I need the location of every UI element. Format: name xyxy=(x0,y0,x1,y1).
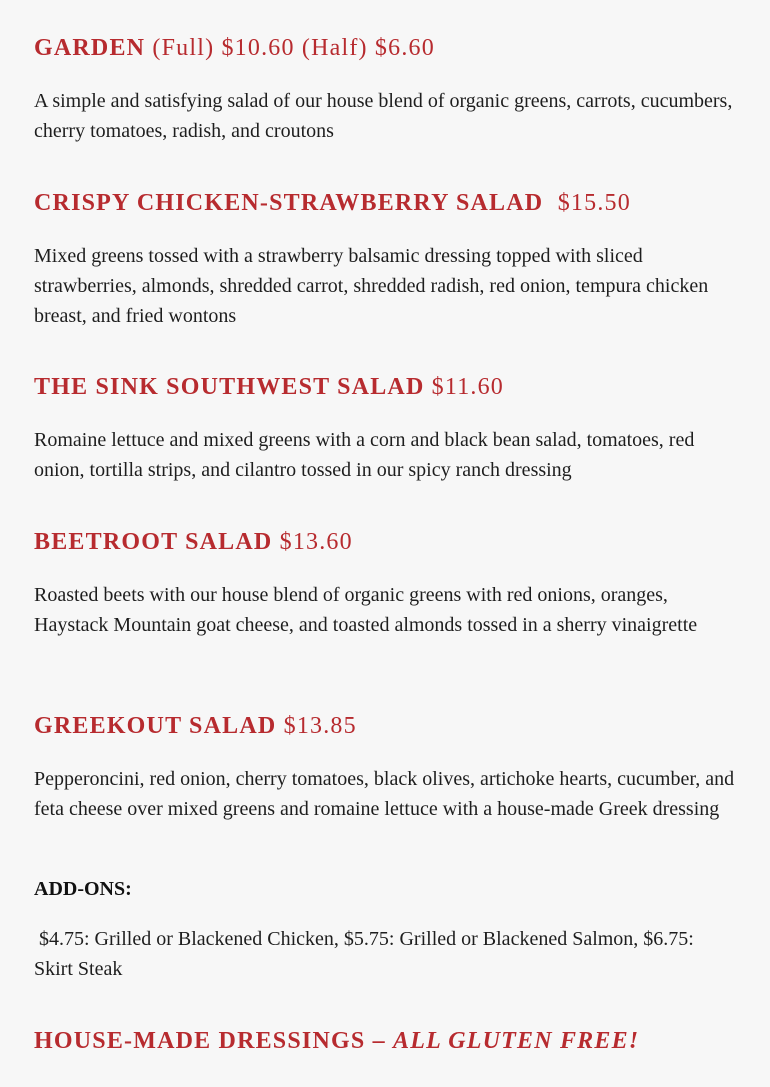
item-name: CRISPY CHICKEN-STRAWBERRY SALAD xyxy=(34,190,544,216)
item-price: $11.60 xyxy=(424,374,504,400)
garden-salad-description: A simple and satisfying salad of our house blend of organic greens, carrots, cucumbers, cherry tomatoes, radish, and croutons xyxy=(34,90,733,142)
item-price: $15.50 xyxy=(543,190,631,216)
item-name: GREEKOUT SALAD xyxy=(34,713,277,739)
item-name: GARDEN xyxy=(34,35,146,61)
crispy-chicken-strawberry-salad-description: Mixed greens tossed with a strawberry balsamic dressing topped with sliced strawberries, almonds, shredded carrot, shredded radish, red onion, tempura chicken breast, and fried wontons xyxy=(34,245,709,327)
addons-text: $4.75: Grilled or Blackened Chicken, $5.75: Grilled or Blackened Salmon, $6.75: Skirt Steak xyxy=(34,928,699,980)
item-price: (Full) $10.60 (Half) $6.60 xyxy=(145,35,435,61)
crispy-chicken-strawberry-salad-title xyxy=(34,188,631,218)
house-made-dressings-title xyxy=(34,1026,639,1056)
greekout-salad-description: Pepperoncini, red onion, cherry tomatoes, black olives, artichoke hearts, cucumber, and feta cheese over mixed greens and romaine lettuce with a house-made Greek dressing xyxy=(34,768,735,820)
gluten-free-subtitle: ALL GLUTEN FREE! xyxy=(393,1028,640,1054)
item-price: $13.85 xyxy=(276,713,357,739)
dressings-heading: HOUSE-MADE DRESSINGS – xyxy=(34,1028,393,1054)
item-price: $13.60 xyxy=(272,529,353,555)
item-name: THE SINK SOUTHWEST SALAD xyxy=(34,374,425,400)
beetroot-salad-title xyxy=(34,527,353,557)
addons-label: ADD-ONS: xyxy=(34,878,132,900)
greekout-salad-title xyxy=(34,711,357,741)
sink-southwest-salad-title xyxy=(34,372,504,402)
sink-southwest-salad-description: Romaine lettuce and mixed greens with a corn and black bean salad, tomatoes, red onion, tortilla strips, and cilantro tossed in our spicy ranch dressing xyxy=(34,429,695,481)
item-name: BEETROOT SALAD xyxy=(34,529,273,555)
garden-salad-title xyxy=(34,33,435,63)
beetroot-salad-description: Roasted beets with our house blend of organic greens with red onions, oranges, Haystack Mountain goat cheese, and toasted almonds tossed in a sherry vinaigrette xyxy=(34,584,698,636)
